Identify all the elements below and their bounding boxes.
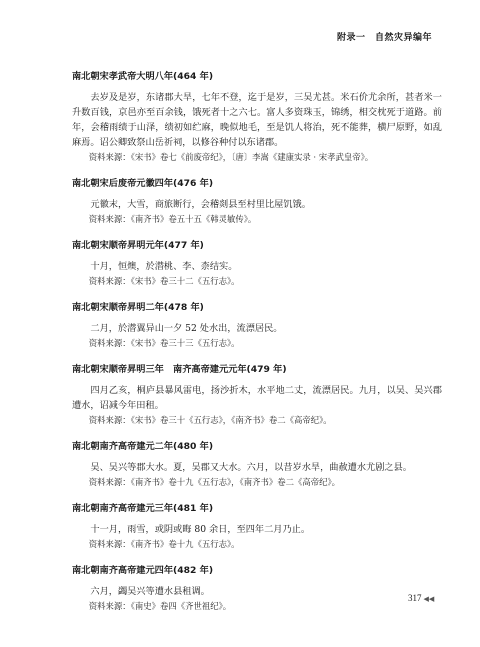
entry xyxy=(72,239,442,288)
entry xyxy=(72,70,442,164)
entry-title: 南北朝宋顺帝昇明二年(478 年) xyxy=(72,302,204,313)
entry xyxy=(72,502,442,551)
entry-source: 资料来源：《宋书》卷三十二《五行志》。 xyxy=(88,276,240,286)
page-number-text: 317 xyxy=(408,593,422,603)
entry-title: 南北朝宋顺帝昇明元年(477 年) xyxy=(72,240,204,251)
entry xyxy=(72,564,442,613)
entry xyxy=(72,363,442,427)
entry-title: 南北朝宋后废帝元徽四年(476 年) xyxy=(72,178,214,189)
entry-text: 二月，於潜翼异山一夕 52 处水出，流漂居民。 xyxy=(90,323,283,334)
entry xyxy=(72,177,442,226)
entry-title: 南北朝南齐高帝建元三年(481 年) xyxy=(72,503,214,514)
entry-source: 资料来源：《南齐书》卷十九《五行志》。 xyxy=(88,539,240,549)
entry-source: 资料来源：《宋书》卷三十三《五行志》。 xyxy=(88,338,240,348)
entry-text: 元徽末，大雪，商旅断行，会稽剡县至村里比屋饥饿。 xyxy=(90,199,311,210)
running-head: 附录一 自然灾异编年 xyxy=(336,33,432,43)
entry-source: 资料来源：《南齐书》卷五十五《韩灵敏传》。 xyxy=(88,214,257,224)
entry-source: 资料来源：《宋书》卷七《前废帝纪》，〔唐〕李嵩《建康实录 · 宋孝武皇帝》。 xyxy=(88,152,374,162)
entry-title: 南北朝宋顺帝昇明三年 南齐高帝建元元年(479 年) xyxy=(72,364,287,375)
entry-source: 资料来源：《宋书》卷三十《五行志》，《南齐书》卷二《高帝纪》。 xyxy=(88,415,332,425)
entry-text: 吴、吴兴等郡大水。夏，吴郡又大水。六月，以昔岁水旱，曲赦遭水尤剧之县。 xyxy=(90,462,412,473)
entry-text: 十月，恒燠，於潜桃、李、柰结实。 xyxy=(90,261,238,272)
entry xyxy=(72,440,442,489)
page-marker-icon: ◀◀ xyxy=(423,595,435,603)
entry-text: 四月乙亥，桐庐县暴风雷电，扬沙折木，水平地二丈，流漂居民。九月，以吴、吴兴郡遭水，诏减今年田租。 xyxy=(72,385,442,411)
entry-title: 南北朝南齐高帝建元四年(482 年) xyxy=(72,565,214,576)
entry-title: 南北朝宋孝武帝大明八年(464 年) xyxy=(72,71,214,82)
page-number xyxy=(408,593,434,603)
page-content xyxy=(72,70,442,626)
entry-text: 去岁及是岁，东诸郡大旱，七年不登，迄于是岁，三吴尤甚。米石价尤余所，甚者米一升数百钱，京邑亦至百余钱，饿死者十之六七。富人多资珠玉，锦绣，相交枕死于道路。前年，会稽雨绩于山泽，绩初如纻麻，晚似地毛，至是饥人将治，死不能葬，横尸原野，如乱麻焉。诏公卿致祭山岳祈祠，以修谷种付以东诸郡。 xyxy=(72,92,442,148)
entry-text: 六月，蠲吴兴等遭水县租调。 xyxy=(90,586,210,597)
entry-text: 十一月，雨雪，或阴或晦 80 余日，至四年二月乃止。 xyxy=(90,524,311,535)
entry xyxy=(72,301,442,350)
entry-source: 资料来源：《南齐书》卷十九《五行志》，《南齐书》卷二《高帝纪》。 xyxy=(88,477,341,487)
entry-title: 南北朝南齐高帝建元二年(480 年) xyxy=(72,441,214,452)
entry-source: 资料来源：《南史》卷四《齐世祖纪》。 xyxy=(88,601,232,611)
